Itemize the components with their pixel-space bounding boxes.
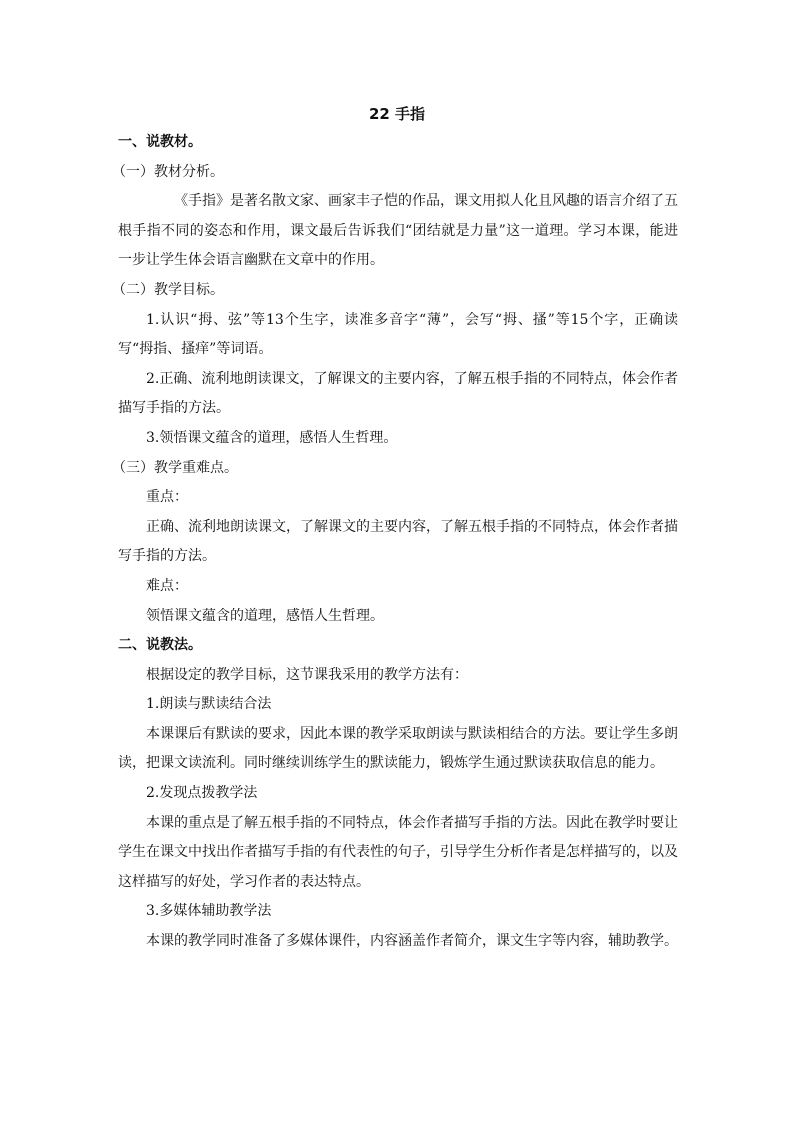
goal-item-1: 1.认识“拇、弦”等13个生字，读准多音字“薄”，会写“拇、搔”等15个字，正确读写“拇指、搔痒”等词语。 (118, 311, 678, 358)
section-heading-2: 二、说教法。 (118, 637, 202, 654)
method-title-1: 1.朗读与默读结合法 (146, 696, 272, 713)
subsection-heading-analysis: （一）教材分析。 (112, 163, 224, 180)
paragraph-analysis: 《手指》是著名散文家、画家丰子恺的作品，课文用拟人化且风趣的语言介绍了五根手指不同的姿态和作用，课文最后告诉我们“团结就是力量”这一道理。学习本课，能进一步让学生体会语言幽默在文章中的作用。 (118, 193, 678, 269)
key-point-text: 正确、流利地朗读课文，了解课文的主要内容，了解五根手指的不同特点，体会作者描写手指的方法。 (118, 518, 678, 565)
subsection-heading-key-points: （三）教学重难点。 (112, 459, 238, 476)
goal-item-3: 3.领悟课文蕴含的道理，感悟人生哲理。 (146, 429, 398, 446)
goal-item-2: 2.正确、流利地朗读课文，了解课文的主要内容，了解五根手指的不同特点，体会作者描写手指的方法。 (118, 370, 678, 417)
difficulty-label: 难点： (146, 577, 188, 594)
document-body (112, 128, 678, 957)
method-text-3: 本课的教学同时准备了多媒体课件，内容涵盖作者简介，课文生字等内容，辅助教学。 (146, 933, 678, 950)
document-title: 22 手指 (368, 105, 426, 123)
methods-intro: 根据设定的教学目标，这节课我采用的教学方法有： (146, 666, 468, 683)
subsection-heading-goals: （二）教学目标。 (112, 281, 224, 298)
key-point-label: 重点： (146, 489, 188, 506)
method-title-2: 2.发现点拨教学法 (146, 785, 258, 802)
method-title-3: 3.多媒体辅助教学法 (146, 903, 272, 920)
section-heading-1: 一、说教材。 (118, 134, 202, 150)
difficulty-text: 领悟课文蕴含的道理，感悟人生哲理。 (146, 607, 384, 624)
method-text-1: 本课课后有默读的要求，因此本课的教学采取朗读与默读相结合的方法。要让学生多朗读，把课文读流利。同时继续训练学生的默读能力，锻炼学生通过默读获取信息的能力。 (118, 725, 678, 772)
method-text-2: 本课的重点是了解五根手指的不同特点，体会作者描写手指的方法。因此在教学时要让学生在课文中找出作者描写手指的有代表性的句子，引导学生分析作者是怎样描写的，以及这样描写的好处，学习作者的表达特点。 (118, 814, 678, 890)
